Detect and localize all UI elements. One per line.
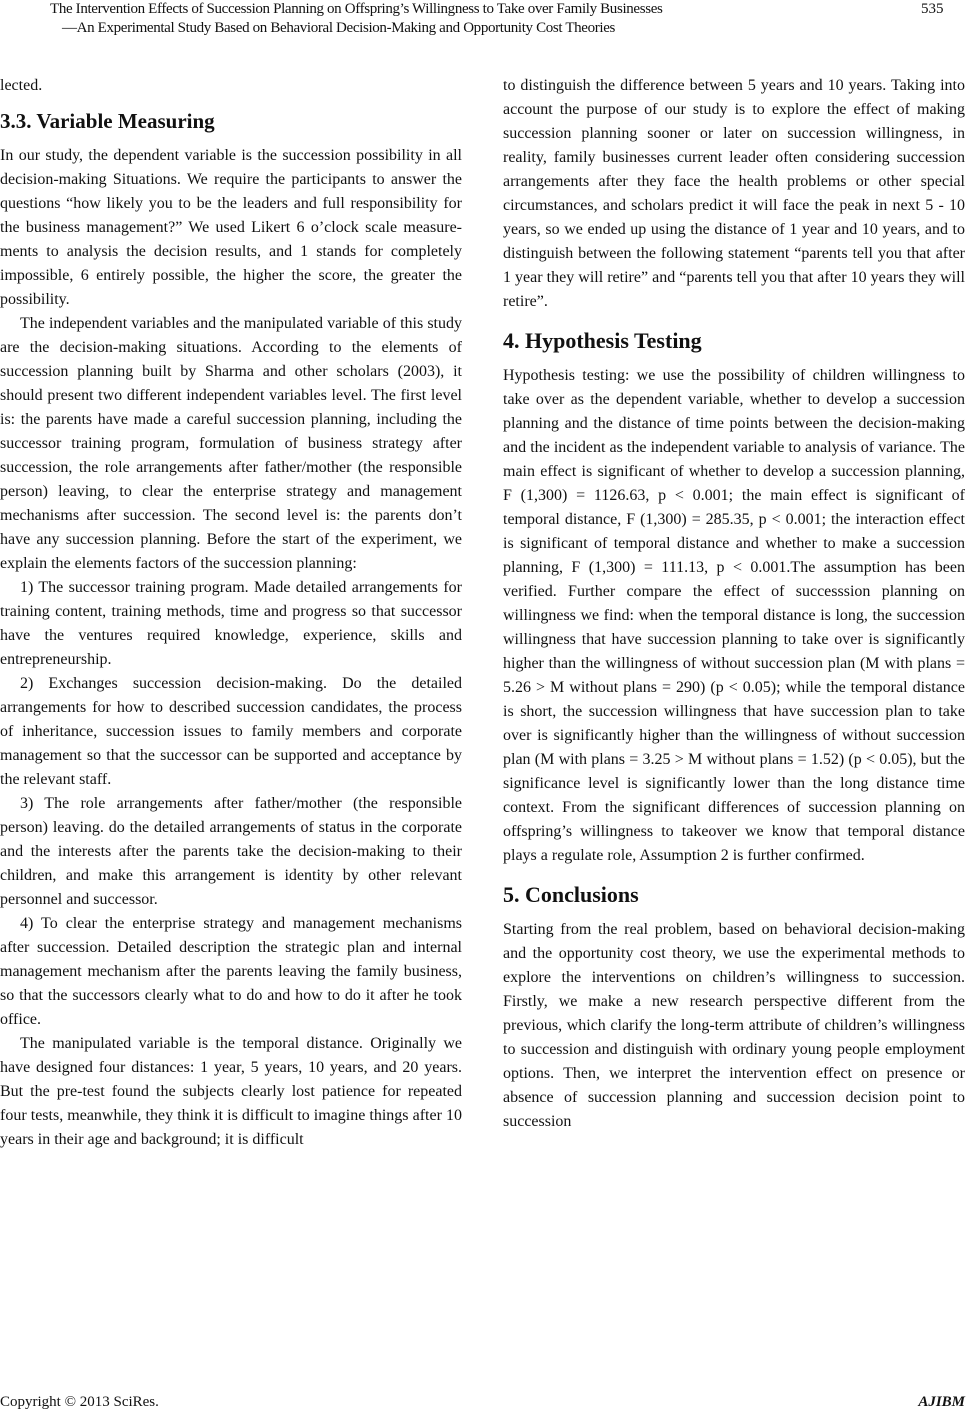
paragraph: The manipulated variable is the temporal distance. Originally we have designed four distances: 1 year, 5 years, 10 years, and 20 years. But the pre-test found the subjects clearly lost patience for repeated four tests, meanwhile, they think it is difficult to imagine things after 10 years in their age and background; it is difficult xyxy=(0,1035,462,1148)
list-item-paragraph: 4) To clear the enterprise strategy and management mechanisms after succession. Detailed description the strategic plan and internal management mechanism after the parents leaving the family business, so that the successors clearly what to do and how to do it after he took office. xyxy=(0,915,462,1028)
running-title-line-2: —An Experimental Study Based on Behavioral Decision-Making and Opportunity Cost Theories xyxy=(62,20,615,36)
list-item-paragraph: 1) The successor training program. Made detailed arrangements for training content, training methods, time and progress so that successor have the ventures required knowledge, experience, skills and entrepreneurship. xyxy=(0,579,462,668)
section-heading-3-3: 3.3. Variable Measuring xyxy=(0,109,215,133)
journal-abbreviation: AJIBM xyxy=(918,1394,965,1410)
list-item-paragraph: 3) The role arrangements after father/mother (the responsible person) leaving. do the detailed arrangements of status in the corporate and the interests after the parents take the decision-making to their children, and make this arrangement is identity by other relevant personnel and successor. xyxy=(0,795,462,908)
running-title-line-1: The Intervention Effects of Succession Planning on Offspring’s Willingness to Take over Family Businesses xyxy=(50,1,663,17)
page-footer xyxy=(0,1392,967,1412)
paragraph: In our study, the dependent variable is the succession possibility in all decision-making Situations. We require the participants to answer the questions “how likely you to be the leaders and full responsibility for the business management?” We used Likert 6 o’clock scale measurements to analysis the decision results, and 1 stands for completely impossible, 6 entirely possible, the higher the score, the greater the possibility. xyxy=(0,147,462,308)
page-number: 535 xyxy=(921,1,944,17)
left-column xyxy=(0,74,462,1152)
continuation-text: lected. xyxy=(0,77,43,94)
paragraph: Starting from the real problem, based on behavioral decision-making and the opportunity cost theory, we use the experimental methods to explore the interventions on children’s willingness to succession. Firstly, we make a new research perspective different from the previous, which clarify the long-term attribute of children’s willingness to succession and distinguish with ordinary young people employment options. Then, we interpret the intervention effect on presence or absence of succession planning and succession decision point to succession xyxy=(503,921,965,1130)
paragraph: Hypothesis testing: we use the possibility of children willingness to take over as the dependent variable, whether to develop a succession planning and the distance of time points between the decision-making and the incident as the independent variable to analysis of variance. The main effect is significant of whether to develop a succession planning, F (1,300) = 1126.63, p < 0.001; the main effect is significant of temporal distance, F (1,300) = 285.35, p < 0.001; the interaction effect is significant of temporal distance and whether to make a succession planning, F (1,300) = 111.13, p < 0.001.The assumption has been verified. Further compare the effect of successsion planning on willingness we find: when the temporal distance is long, the succession willingness that have succession planning to take over is significantly higher than the willingness of without succession plan (M with plans = 5.26 > M without plans = 290) (p < 0.05); while the temporal distance is short, the succession willingness that have succession plan to take over is significantly higher than the willingness of without succession plan (M with plans = 3.25 > M without plans = 1.52) (p < 0.05), but the significance level is significantly lower than the long distance time context. From the significant differences of succession planning on offspring’s willingness to takeover we know that temporal distance plays a regulate role, Assumption 2 is further confirmed. xyxy=(503,367,965,864)
continuation-text: to distinguish the difference between 5 years and 10 years. Taking into account the purpose of our study is to explore the effect of making succession planning sooner or later on succession willingness, in reality, family businesses current leader often considering succession arrangements after they face the health problems or other special circumstances, and scholars predict it will face the peak in next 5 - 10 years, so we ended up using the distance of 1 year and 10 years, and to distinguish between the following statement “parents tell you that after 1 year they will retire” and “parents tell you that after 10 years they will retire”. xyxy=(503,77,965,310)
right-column xyxy=(503,74,965,1134)
section-heading-5: 5. Conclusions xyxy=(503,882,639,907)
list-item-paragraph: 2) Exchanges succession decision-making. Do the detailed arrangements for how to described succession candidates, the process of inheritance, succession issues to family members and corporate management so that the successor can be supported and acceptance by the relevant staff. xyxy=(0,675,462,788)
running-header xyxy=(0,0,967,44)
copyright-notice: Copyright © 2013 SciRes. xyxy=(0,1394,159,1410)
section-heading-4: 4. Hypothesis Testing xyxy=(503,328,702,353)
paragraph: The independent variables and the manipulated variable of this study are the decision-making situations. According to the elements of succession planning built by Sharma and other scholars (2003), it should present two different independent variables level. The first level is: the parents have made a careful succession planning, including the successor training program, formulation of business strategy after succession, the role arrangements after father/mother (the responsible person) leaving, to clear the enterprise strategy and management mechanisms after succession. The second level is: the parents don’t have any succession planning. Before the start of the experiment, we explain the elements factors of the succession planning: xyxy=(0,315,462,572)
